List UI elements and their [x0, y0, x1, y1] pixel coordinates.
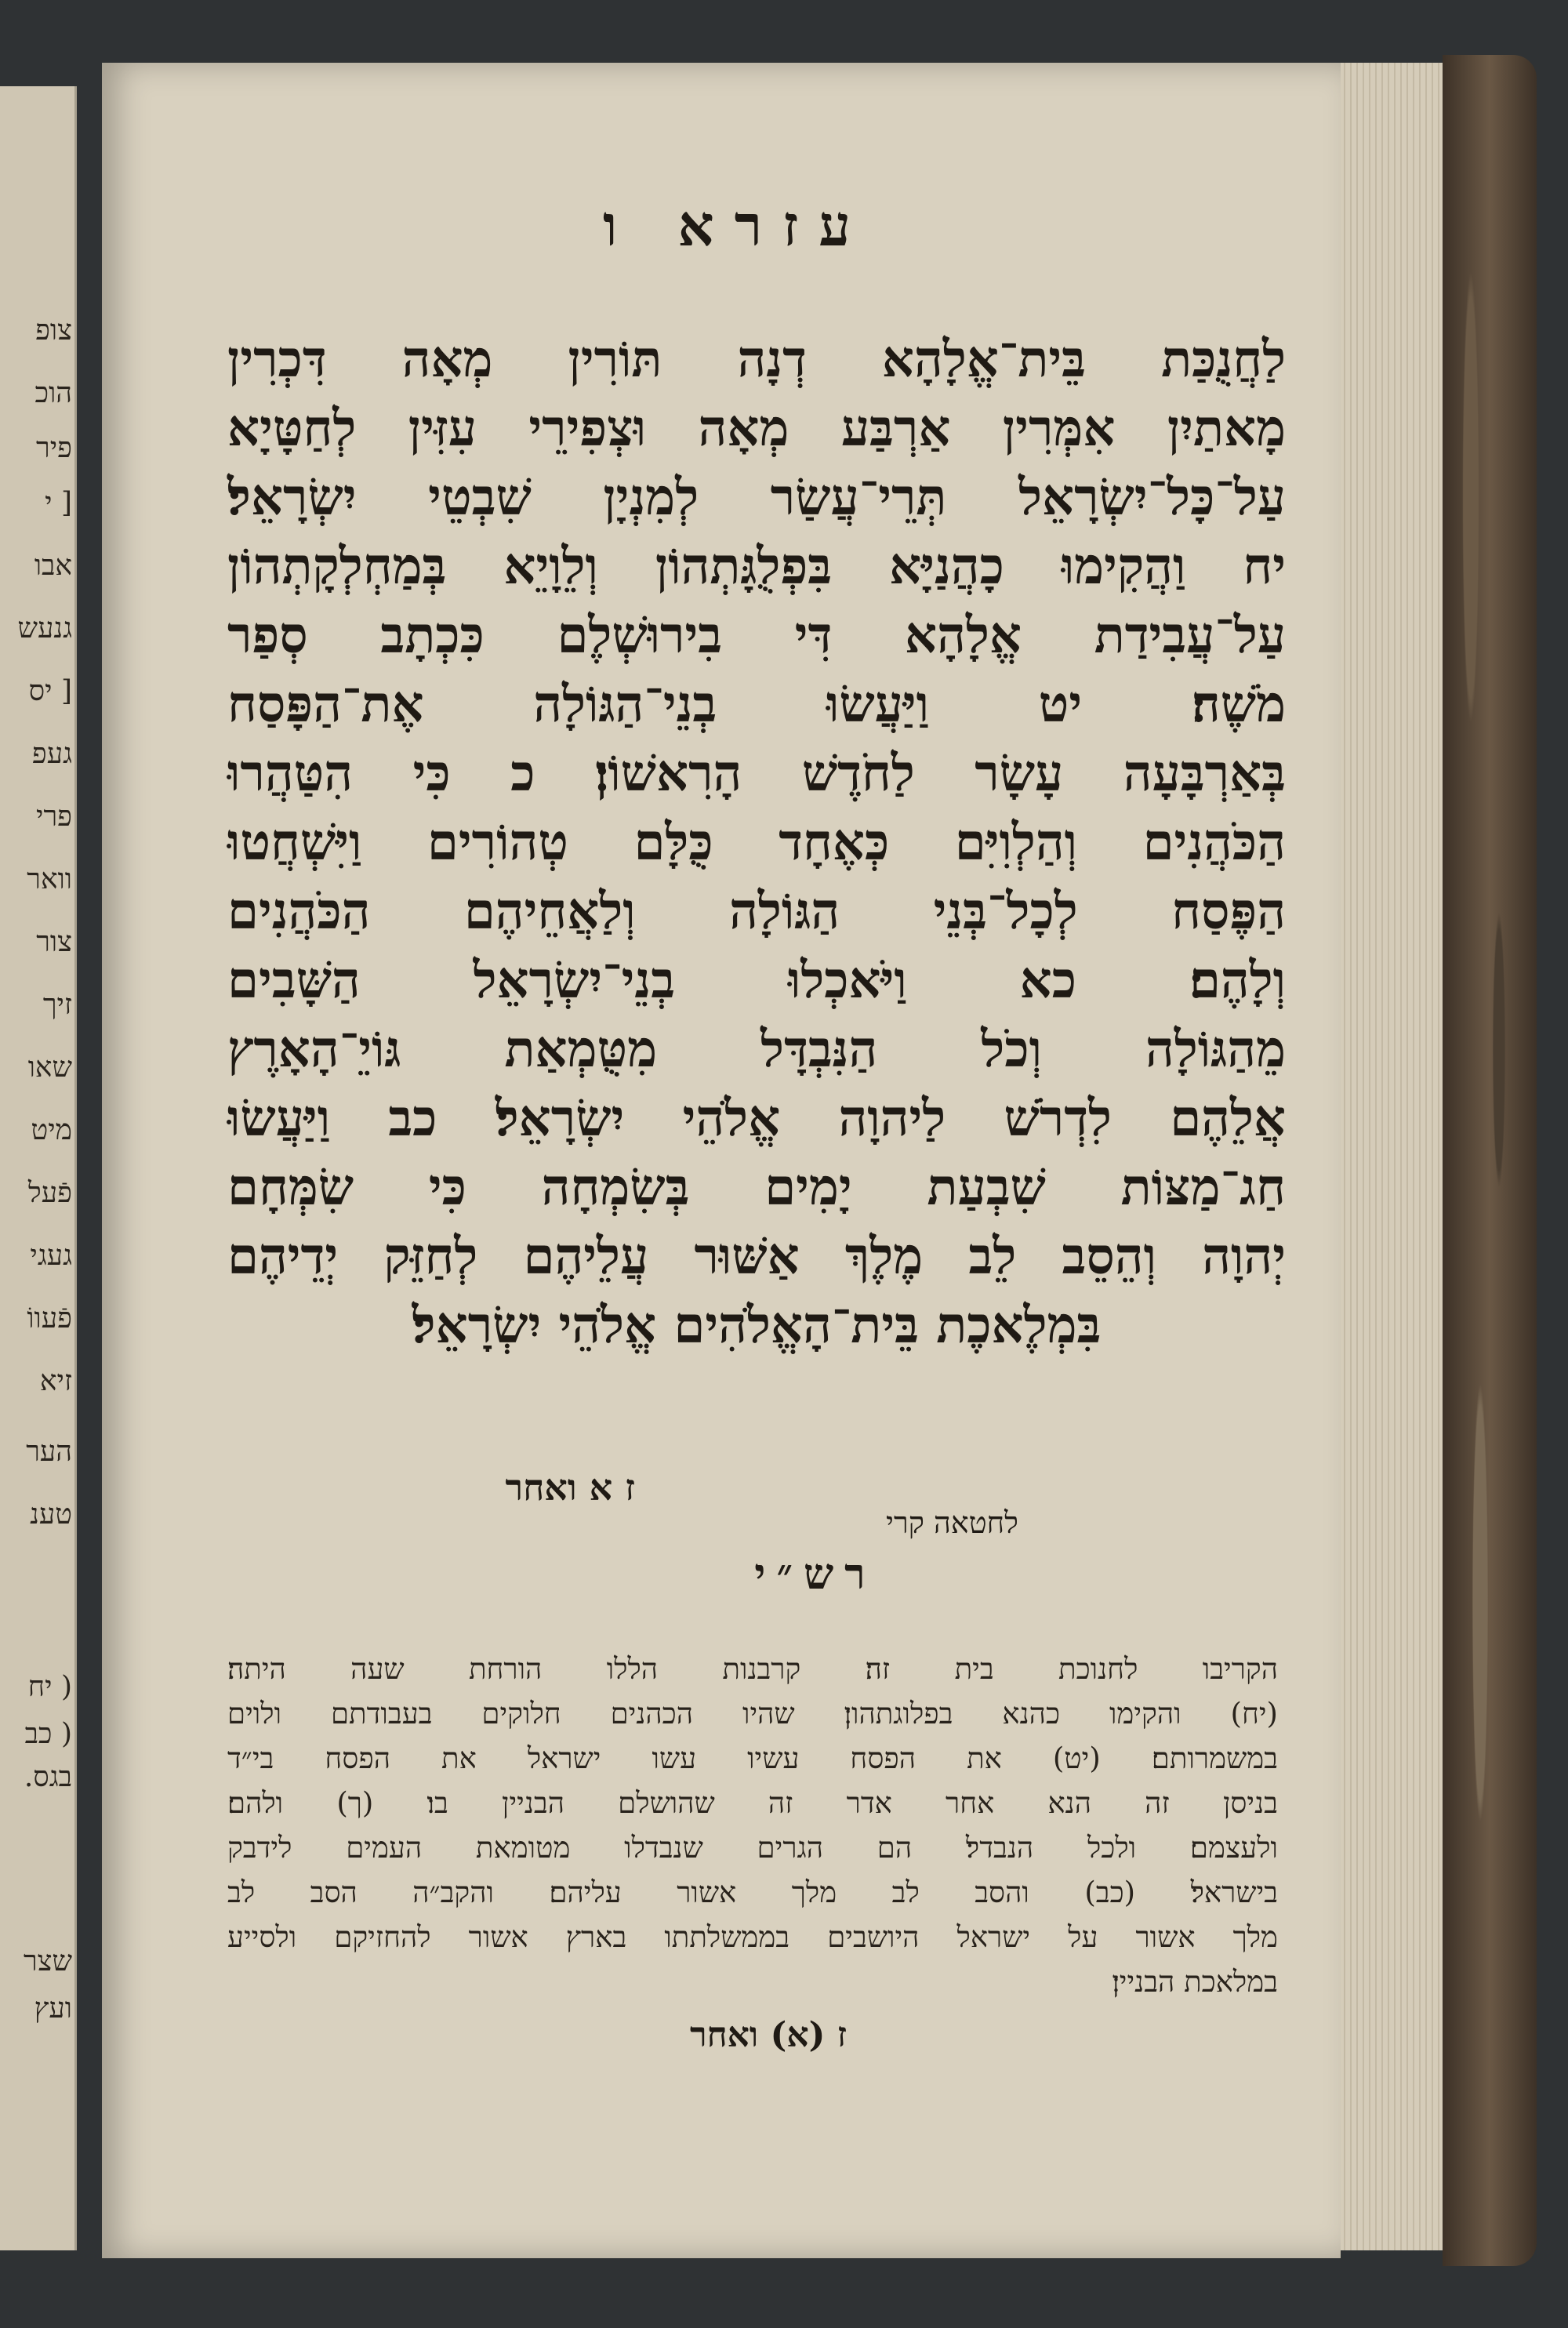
main-text-line: עַל־כָּל־יִשְׂרָאֵל תְּרֵי־עֲשַׂר לְמִנְיָן שִׁבְטֵי יִשְׂרָאֵל׃	[227, 468, 1286, 527]
left-fragment: זיא	[39, 1365, 72, 1397]
left-fragment: פֿעל	[27, 1177, 72, 1209]
left-fragment: צור	[36, 926, 72, 958]
catchword-row	[227, 1466, 1286, 1521]
left-fragment: ( יח	[27, 1671, 72, 1703]
commentary-line: בניסן זה הנא אחר אדר זה שהושלם הבניין בו׃ (ך) ולהם׃	[227, 1786, 1278, 1820]
left-fragment: געפ	[31, 738, 72, 770]
left-fragment: געגי	[30, 1240, 72, 1272]
left-fragment: שאו	[27, 1051, 72, 1084]
left-fragment: טענ	[30, 1498, 72, 1531]
main-text-line: מֵהַגּוֹלָה וְכֹל הַנִּבְדָּל מִטֻּמְאַת גּוֹיֵ־הָאָרֶץ	[227, 1020, 1286, 1079]
main-text-line: עַל־עֲבִידַת אֱלָהָא דִּי בִירוּשְׁלֶם כִּכְתָב סְפַר	[227, 606, 1286, 665]
kri-note: לחטאה קרי	[886, 1505, 1018, 1540]
left-fragment: [ יס	[28, 675, 72, 707]
footer-catchword: ז (א) ואחר	[690, 2015, 847, 2055]
book-page	[102, 63, 1341, 2258]
running-head: עזרא ו	[603, 192, 871, 259]
main-text-line: וְלָהֶם׃ כא וַיֹּאכְלוּ בְנֵי־יִשְׂרָאֵל הַשָּׁבִים	[227, 951, 1286, 1010]
commentary-title: רש״י	[754, 1549, 877, 1599]
commentary-line: (יח) והקימו כהנא בפלוגתהון׃ שהיו הכהנים חלוקים בעבודתם ולוים	[227, 1697, 1278, 1731]
commentary-line: ולעצמם׃ ולכל הנבדל׃ הם הגרים שנבדלו מטומאת העמים לידבק	[227, 1831, 1278, 1865]
left-fragment: שצר	[23, 1945, 72, 1978]
main-text-line: הַכֹּהֲנִים וְהַלְוִיִּם כְּאֶחָד כֻּלָּם טְהוֹרִים וַיִּשְׁחֲטוּ	[227, 813, 1286, 872]
main-text-line: אֲלֵהֶם לִדְרֹשׁ לַיהוָה אֱלֹהֵי יִשְׂרָאֵל׃ כב וַיַּעֲשׂוּ	[227, 1089, 1286, 1148]
commentary-line: הקריבו לחנוכת בית זה׃ קרבנות הללו הורחת שעה היתה׃	[227, 1652, 1278, 1686]
left-fragment: וואר	[27, 863, 72, 895]
left-fragment: הער	[26, 1436, 72, 1468]
left-fragment: פיר	[36, 432, 72, 464]
commentary-line: מלך אשור על ישראל היושבים בממשלתתו בארץ אשור להחזיקם ולסייע	[227, 1920, 1278, 1954]
commentary-line: במלאכת הבניין׃	[1112, 1965, 1278, 1999]
left-fragment: [ י	[45, 487, 72, 519]
left-fragment: צופ	[35, 314, 72, 347]
main-text-line: בִּמְלֶאכֶת בֵּית־הָאֱלֹהִים אֱלֹהֵי יִשְׂרָאֵל׃	[412, 1296, 1102, 1355]
left-fragment: ועץ	[34, 1992, 72, 2025]
main-text-line: לַחֲנֻכַּת בֵּית־אֱלָהָא דְנָה תּוֹרִין מְאָה דִּכְרִין	[227, 330, 1286, 389]
left-fragment: ( כב	[24, 1718, 72, 1750]
main-text	[227, 325, 1286, 1360]
main-text-line: מָאתַיִן אִמְּרִין אַרְבַּע מְאָה וּצְפִירֵי עִזִּין לְחַטָּיָא	[227, 399, 1286, 458]
left-fragment: פֿעווֹ	[27, 1302, 72, 1335]
rashi-commentary	[227, 1647, 1278, 2004]
main-text-line: יְהוָה וְהֵסֵב לֵב מֶלֶךְ אַשּׁוּר עֲלֵיהֶם לְחַזֵּק יְדֵיהֶם	[227, 1227, 1286, 1286]
page-edges	[1333, 63, 1443, 2250]
main-text-line: יח וַהֲקִימוּ כָהֲנַיָּא בִּפְלֻגָּתְהוֹן וְלֵוָיֵא בְּמַחְלְקָתְהוֹן	[227, 537, 1286, 596]
commentary-line: בישראל׃ (כב) והסב לב מלך אשור עליהם׃ והקב״ה הסב לב	[227, 1876, 1278, 1909]
left-fragment: מיט	[31, 1114, 72, 1146]
main-text-line: מֹשֶׁה׃ יט וַיַּעֲשׂוּ בְנֵי־הַגּוֹלָה אֶת־הַפָּסַח	[227, 675, 1286, 734]
left-fragment: פרי	[36, 801, 72, 833]
main-text-line: חַג־מַצּוֹת שִׁבְעַת יָמִים בְּשִׂמְחָה כִּי שִׂמְּחָם	[227, 1158, 1286, 1217]
left-facing-page	[0, 86, 77, 2250]
left-fragment: הוכ	[34, 377, 72, 409]
left-fragment: זיך	[42, 989, 72, 1021]
left-fragment: אבו	[34, 550, 72, 582]
marbled-cover	[1443, 55, 1537, 2266]
left-fragment: גנעש	[17, 612, 72, 645]
commentary-line: במשמרותם׃ (יט) את הפסח עשיו עשו ישראל את הפסח בי״ד	[227, 1741, 1278, 1775]
catchword: ז א ואחר	[505, 1466, 635, 1509]
left-fragment: בגס.	[24, 1761, 72, 1793]
main-text-line: בְּאַרְבָּעָה עָשָׂר לַחֹדֶשׁ הָרִאשׁוֹן׃ כ כִּי הִטַּהֲרוּ	[227, 744, 1286, 803]
main-text-line: הַפֶּסַח לְכָל־בְּנֵי הַגּוֹלָה וְלַאֲחֵיהֶם הַכֹּהֲנִים	[227, 882, 1286, 941]
